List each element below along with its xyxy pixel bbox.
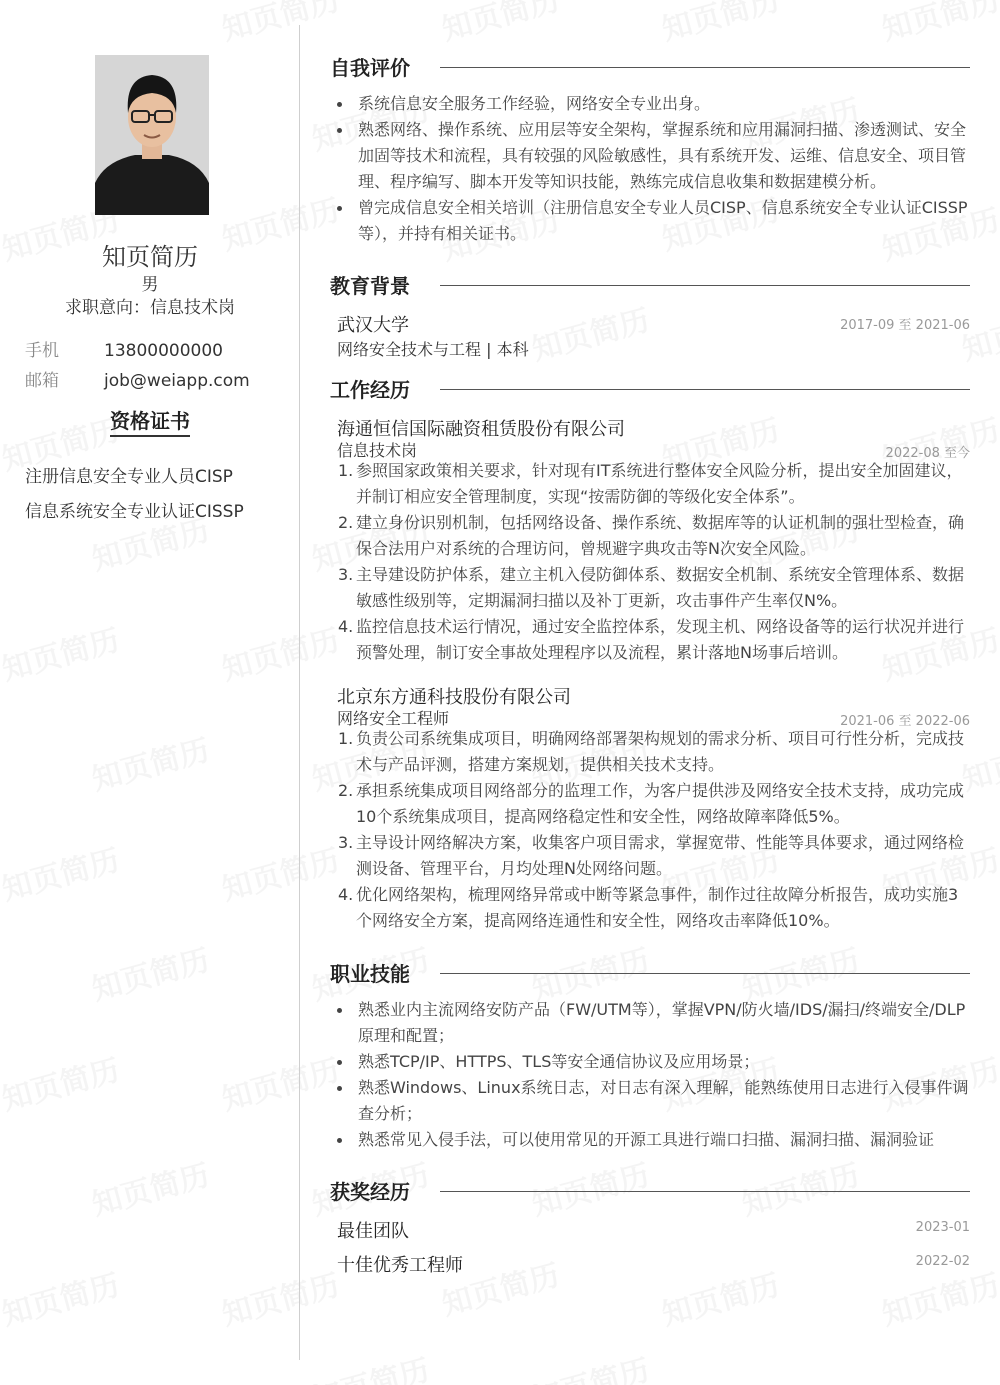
duty-text: 监控信息技术运行情况，通过安全监控体系，发现主机、网络设备等的运行状况并进行预警处理，制订安全事故处理程序以及流程，累计落地N场事后培训。 <box>356 617 965 662</box>
section-rule <box>440 285 970 286</box>
education-date: 2017-09 至 2021-06 <box>840 318 970 333</box>
list-item: 2. 建立身份识别机制，包括网络设备、操作系统、数据库等的认证机制的强壮型检查，确保合法用户对系统的合理访问，曾规避字典攻击等N次安全风险。 <box>338 513 965 558</box>
company-name: 海通恒信国际融资租赁股份有限公司 <box>337 419 625 440</box>
school-name: 武汉大学 <box>337 315 409 336</box>
duty-text: 优化网络架构，梳理网络异常或中断等紧急事件，制作过往故障分析报告，成功实施3个网络安全方案，提高网络连通性和安全性，网络攻击率降低10%。 <box>356 885 959 930</box>
profile-gender: 男 <box>141 275 159 295</box>
job-duties-list <box>338 458 970 666</box>
phone-value: 13800000000 <box>104 341 223 361</box>
job-date: 2022-08 至今 <box>885 446 970 461</box>
section-title: 教育背景 <box>330 274 410 298</box>
duty-text: 主导建设防护体系，建立主机入侵防御体系、数据安全机制、系统安全管理体系、数据敏感性级别等，定期漏洞扫描以及补丁更新，攻击事件产生率仅N%。 <box>356 565 965 610</box>
award-date: 2022-02 <box>915 1254 970 1269</box>
job-role: 信息技术岗 <box>337 441 418 460</box>
job-duties-list <box>338 726 970 934</box>
section-self-eval <box>330 52 970 82</box>
duty-text: 参照国家政策相关要求，针对现有IT系统进行整体安全风险分析，提出安全加固建议，并制订相应安全管理制度，实现“按需防御的等级化安全体系”。 <box>356 461 963 506</box>
list-item: 2. 承担系统集成项目网络部分的监理工作，为客户提供涉及网络安全技术支持，成功完成10个系统集成项目，提高网络稳定性和安全性，网络故障率降低5%。 <box>338 781 965 826</box>
sidebar <box>0 0 300 1385</box>
column-divider <box>299 25 300 1360</box>
list-item: 4. 优化网络架构，梳理网络异常或中断等紧急事件，制作过往故障分析报告，成功实施3个网络安全方案，提高网络连通性和安全性，网络攻击率降低10%。 <box>338 885 959 930</box>
section-title: 工作经历 <box>330 378 410 402</box>
section-rule <box>440 67 970 68</box>
profile-intent: 求职意向：信息技术岗 <box>65 298 235 318</box>
list-item: 1. 参照国家政策相关要求，针对现有IT系统进行整体安全风险分析，提出安全加固建议，并制订相应安全管理制度，实现“按需防御的等级化安全体系”。 <box>338 461 963 506</box>
job-date: 2021-06 至 2022-06 <box>840 714 970 729</box>
education-major: 网络安全技术与工程 | 本科 <box>337 340 529 359</box>
skills-list <box>358 997 970 1153</box>
section-rule <box>440 973 970 974</box>
cert-item: 注册信息安全专业人员CISP <box>25 467 233 487</box>
list-item: 熟悉TCP/IP、HTTPS、TLS等安全通信协议及应用场景； <box>358 1049 970 1075</box>
list-item: 系统信息安全服务工作经验，网络安全专业出身。 <box>358 91 970 117</box>
certs-title-text: 资格证书 <box>110 409 190 437</box>
section-title: 获奖经历 <box>330 1180 410 1204</box>
section-rule <box>440 1191 970 1192</box>
cert-item: 信息系统安全专业认证CISSP <box>25 502 244 522</box>
email-value: job@weiapp.com <box>104 371 250 391</box>
profile-name: 知页简历 <box>102 243 198 271</box>
list-item: 熟悉业内主流网络安防产品（FW/UTM等），掌握VPN/防火墙/IDS/漏扫/终端安全/DLP原理和配置； <box>358 997 970 1049</box>
phone-label: 手机 <box>25 341 59 361</box>
list-item: 熟悉网络、操作系统、应用层等安全架构，掌握系统和应用漏洞扫描、渗透测试、安全加固等技术和流程，具有较强的风险敏感性，具有系统开发、运维、信息安全、项目管理、程序编写、脚本开发等知识技能，熟练完成信息收集和数据建模分析。 <box>358 117 970 195</box>
award-name: 最佳团队 <box>337 1221 409 1242</box>
section-rule <box>440 389 970 390</box>
section-title: 职业技能 <box>330 962 410 986</box>
section-awards <box>330 1176 970 1206</box>
list-item: 熟悉Windows、Linux系统日志，对日志有深入理解，能熟练使用日志进行入侵事件调查分析； <box>358 1075 970 1127</box>
job-role: 网络安全工程师 <box>337 709 450 728</box>
section-education <box>330 270 970 300</box>
duty-text: 负责公司系统集成项目，明确网络部署架构规划的需求分析、项目可行性分析，完成技术与产品评测，搭建方案规划，提供相关技术支持。 <box>356 729 965 774</box>
section-title: 自我评价 <box>330 56 410 80</box>
section-work <box>330 374 970 404</box>
contact-email <box>25 366 250 391</box>
list-item: 1. 负责公司系统集成项目，明确网络部署架构规划的需求分析、项目可行性分析，完成技术与产品评测，搭建方案规划，提供相关技术支持。 <box>338 729 965 774</box>
certs-title <box>0 405 300 434</box>
main-content <box>330 0 970 1385</box>
self-eval-list <box>358 91 970 247</box>
profile-photo <box>95 55 209 215</box>
duty-text: 建立身份识别机制，包括网络设备、操作系统、数据库等的认证机制的强壮型检查，确保合法用户对系统的合理访问，曾规避字典攻击等N次安全风险。 <box>356 513 965 558</box>
email-label: 邮箱 <box>25 371 59 391</box>
award-date: 2023-01 <box>915 1220 970 1235</box>
list-item: 3. 主导设计网络解决方案，收集客户项目需求，掌握宽带、性能等具体要求，通过网络检测设备、管理平台，月均处理N处网络问题。 <box>338 833 965 878</box>
company-name: 北京东方通科技股份有限公司 <box>337 687 571 708</box>
list-item: 3. 主导建设防护体系，建立主机入侵防御体系、数据安全机制、系统安全管理体系、数据敏感性级别等，定期漏洞扫描以及补丁更新，攻击事件产生率仅N%。 <box>338 565 965 610</box>
list-item: 曾完成信息安全相关培训（注册信息安全专业人员CISP、信息系统安全专业认证CISSP等），并持有相关证书。 <box>358 195 970 247</box>
award-name: 十佳优秀工程师 <box>337 1255 463 1276</box>
section-skills <box>330 958 970 988</box>
duty-text: 承担系统集成项目网络部分的监理工作，为客户提供涉及网络安全技术支持，成功完成10个系统集成项目，提高网络稳定性和安全性，网络故障率降低5%。 <box>356 781 965 826</box>
duty-text: 主导设计网络解决方案，收集客户项目需求，掌握宽带、性能等具体要求，通过网络检测设备、管理平台，月均处理N处网络问题。 <box>356 833 965 878</box>
list-item: 4. 监控信息技术运行情况，通过安全监控体系，发现主机、网络设备等的运行状况并进行预警处理，制订安全事故处理程序以及流程，累计落地N场事后培训。 <box>338 617 965 662</box>
contact-phone <box>25 336 223 361</box>
list-item: 熟悉常见入侵手法，可以使用常见的开源工具进行端口扫描、漏洞扫描、漏洞验证 <box>358 1127 970 1153</box>
